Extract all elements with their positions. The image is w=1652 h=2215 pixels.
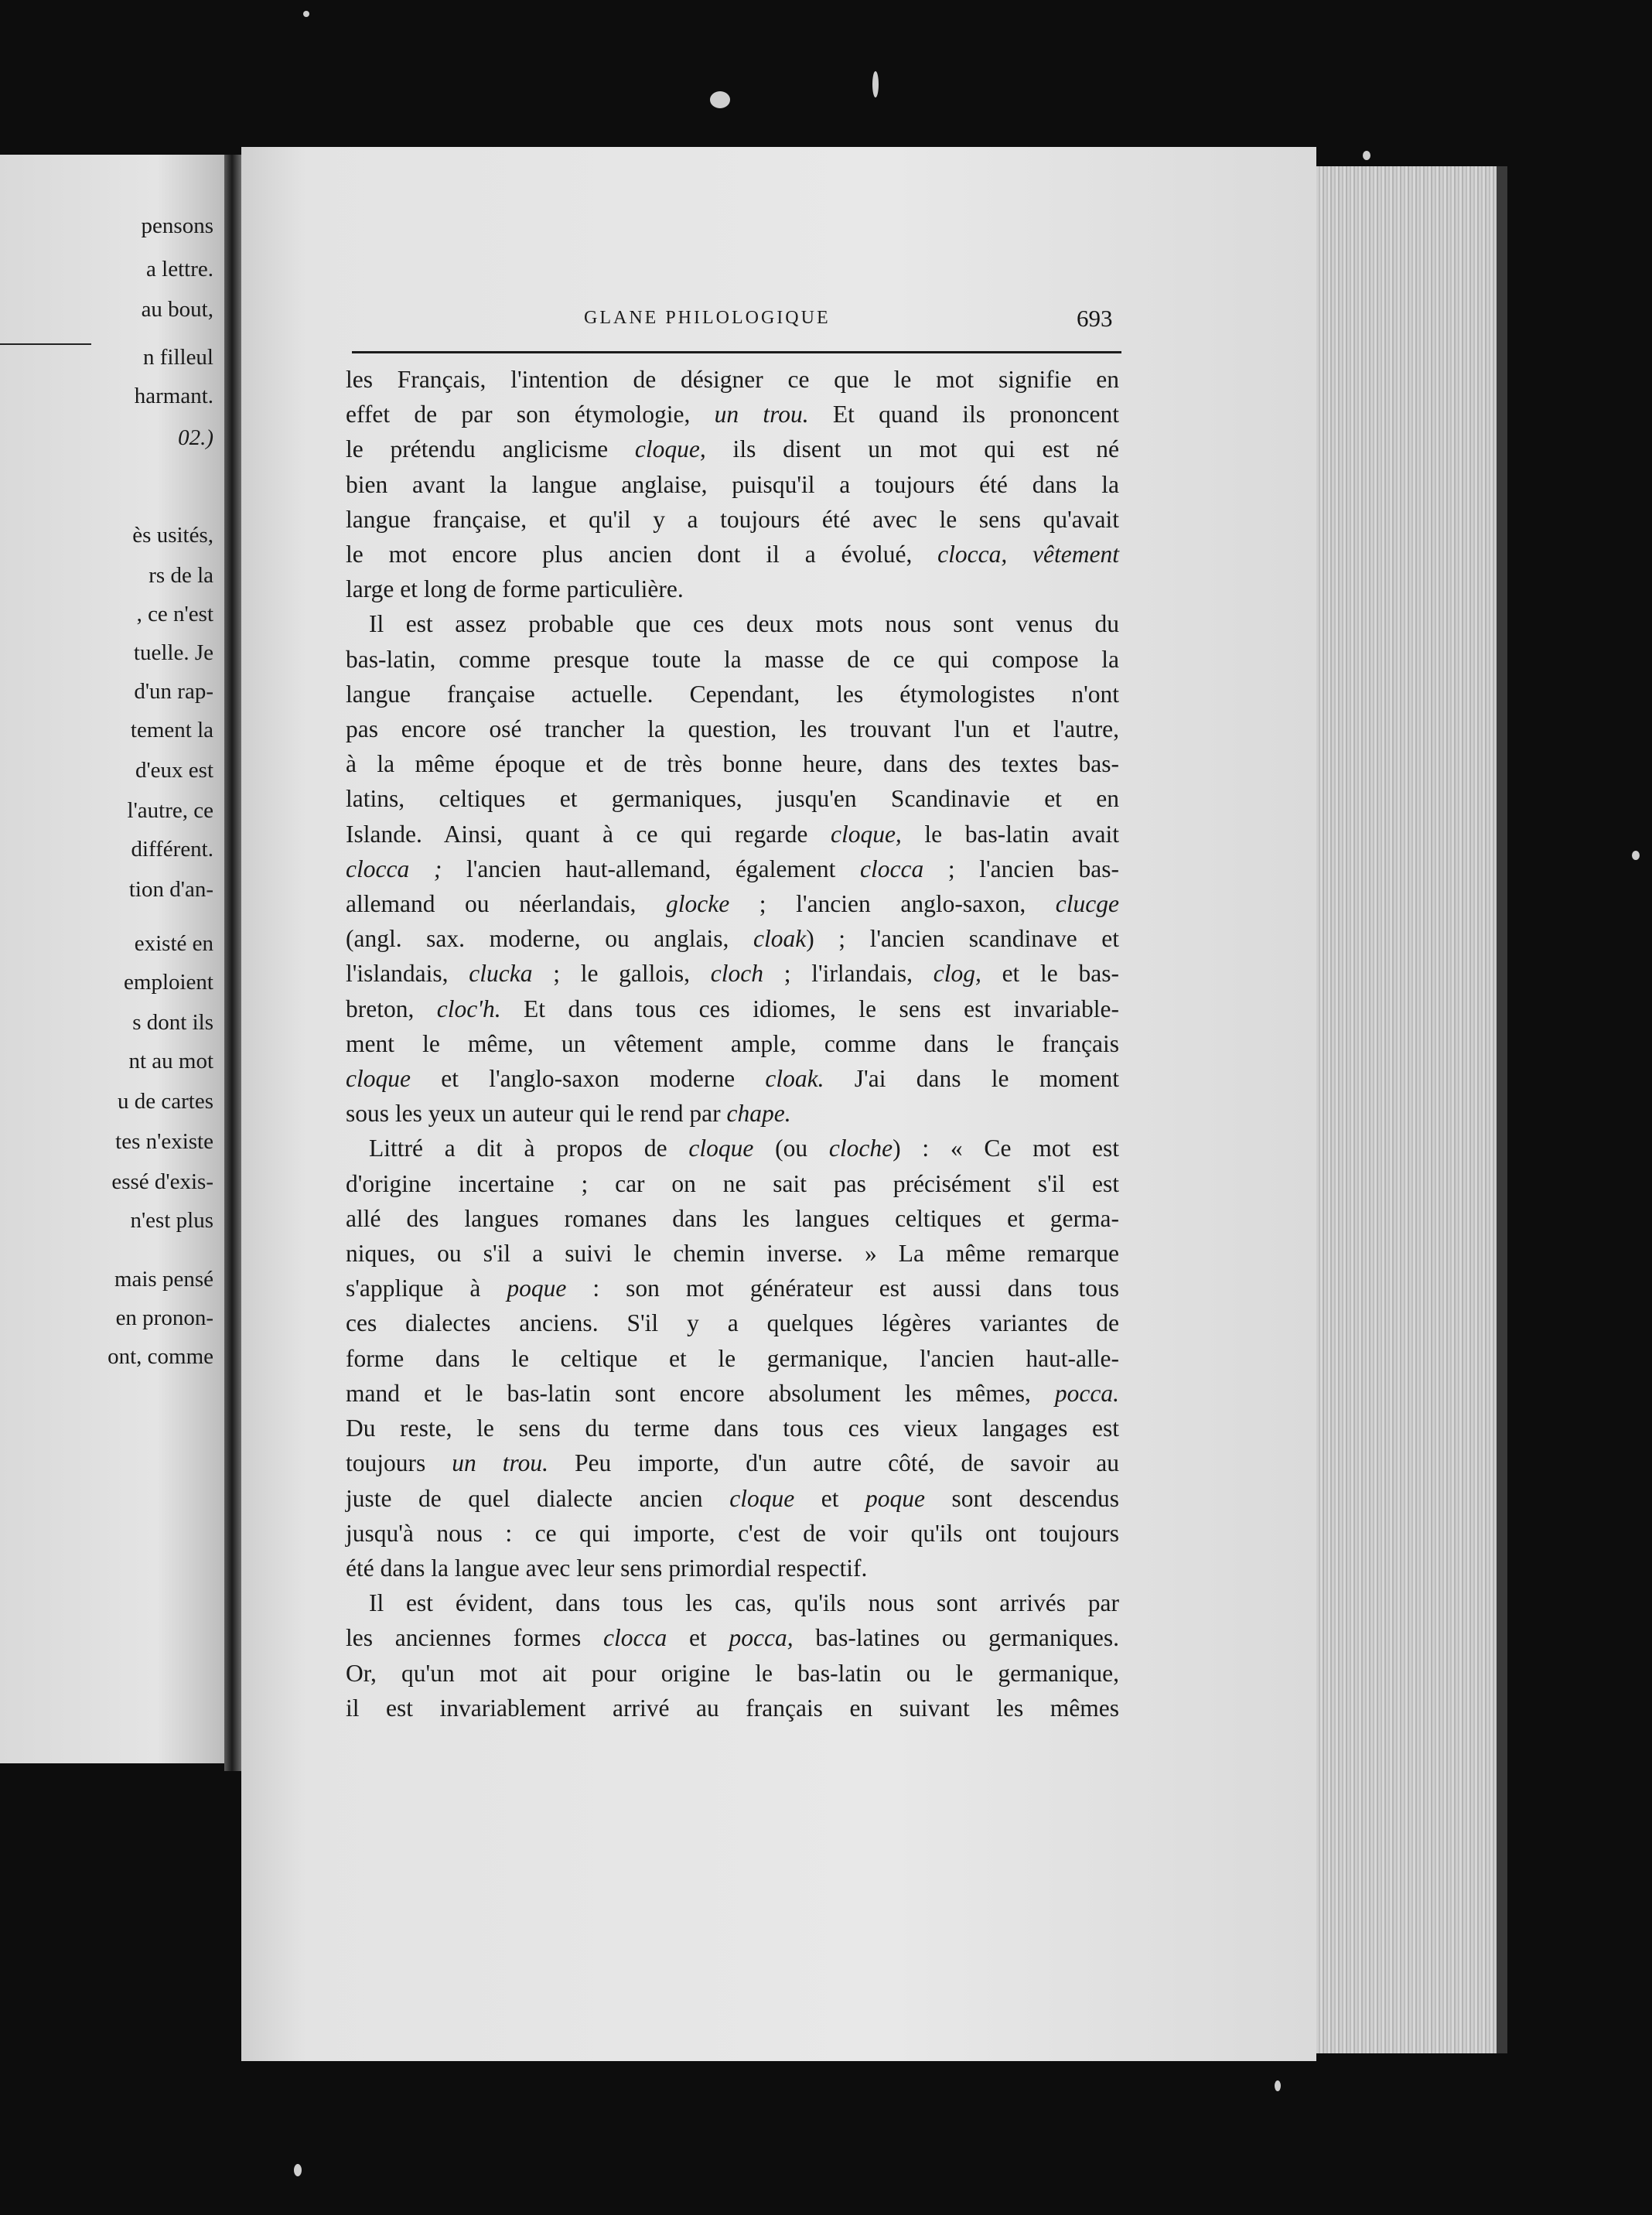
text-run: bas-latines ou germaniques. bbox=[793, 1624, 1120, 1652]
text-run: ) ; l'ancien scandinave et bbox=[806, 925, 1119, 953]
text-run: langue française actuelle. Cependant, les étymologistes n'ont bbox=[346, 680, 1119, 708]
left-page-line: en pronon- bbox=[115, 1305, 213, 1330]
italic-term: cloque, bbox=[634, 435, 706, 463]
left-page-line: emploient bbox=[124, 970, 213, 995]
text-run: ; l'irlandais, bbox=[763, 960, 934, 988]
header-rule bbox=[352, 351, 1121, 353]
left-page-line: essé d'exis- bbox=[111, 1169, 213, 1194]
text-run: Littré a dit à propos de bbox=[369, 1135, 689, 1162]
left-page-line: rs de la bbox=[148, 563, 213, 588]
italic-term: chape. bbox=[726, 1100, 791, 1128]
text-run: s'applique à bbox=[346, 1275, 507, 1302]
text-run: ment le même, un vêtement ample, comme dans le français bbox=[346, 1029, 1119, 1057]
text-run: ; l'ancien anglo-saxon, bbox=[729, 890, 1056, 918]
dust-speck bbox=[294, 2164, 302, 2176]
body-line bbox=[346, 642, 1119, 677]
italic-term: clocca, vêtement bbox=[937, 541, 1119, 568]
text-run: ) : « Ce mot est bbox=[893, 1135, 1119, 1162]
text-run: Et quand ils prononcent bbox=[808, 401, 1119, 428]
italic-term: poque bbox=[865, 1484, 925, 1512]
italic-term: glocke bbox=[666, 890, 730, 918]
body-line bbox=[346, 537, 1119, 572]
body-line bbox=[346, 781, 1119, 816]
text-run: le bas-latin avait bbox=[901, 820, 1119, 848]
left-page-line: différent. bbox=[131, 837, 213, 862]
text-run: mand et le bas-latin sont encore absolument les mêmes, bbox=[346, 1379, 1055, 1407]
body-line bbox=[346, 606, 1119, 641]
body-line bbox=[346, 502, 1119, 537]
italic-term: clog, bbox=[933, 960, 981, 988]
body-line bbox=[346, 572, 1119, 606]
left-page-line: s dont ils bbox=[132, 1010, 213, 1035]
italic-term: un trou. bbox=[452, 1449, 549, 1477]
body-line bbox=[346, 397, 1119, 432]
text-run: ils disent un mot qui est né bbox=[705, 435, 1120, 463]
italic-term: clucka bbox=[469, 960, 533, 988]
body-line bbox=[346, 362, 1119, 397]
text-run: langue française, et qu'il y a toujours été avec le sens qu'avait bbox=[346, 505, 1119, 533]
dust-speck bbox=[1275, 2080, 1281, 2091]
text-run: latins, celtiques et germaniques, jusqu'en Scandinavie et en bbox=[346, 785, 1119, 813]
italic-term: clocca bbox=[603, 1624, 667, 1652]
text-run: Islande. Ainsi, quant à ce qui regarde bbox=[346, 820, 831, 848]
left-page-line: a lettre. bbox=[146, 257, 213, 282]
italic-term: cloc'h. bbox=[436, 995, 501, 1022]
text-run: ; le gallois, bbox=[532, 960, 711, 988]
text-run: été dans la langue avec leur sens primordial respectif. bbox=[346, 1554, 868, 1582]
text-run: Or, qu'un mot ait pour origine le bas-latin ou le germanique, bbox=[346, 1659, 1119, 1687]
body-line bbox=[346, 1166, 1119, 1201]
body-line bbox=[346, 817, 1119, 852]
text-run: il est invariablement arrivé au français en suivant les mêmes bbox=[346, 1694, 1119, 1722]
text-run: pas encore osé trancher la question, les trouvant l'un et l'autre, bbox=[346, 715, 1119, 743]
text-run: niques, ou s'il a suivi le chemin inverse. » La même remarque bbox=[346, 1240, 1119, 1268]
body-line bbox=[346, 467, 1119, 502]
italic-term: cloque bbox=[346, 1065, 411, 1093]
text-run: effet de par son étymologie, bbox=[346, 401, 715, 428]
book-gutter bbox=[224, 155, 241, 1771]
italic-term: cloak. bbox=[765, 1065, 824, 1093]
text-run: breton, bbox=[346, 995, 437, 1022]
text-run: le prétendu anglicisme bbox=[346, 435, 635, 463]
dust-speck bbox=[872, 71, 879, 97]
body-line bbox=[346, 1656, 1119, 1691]
text-run: J'ai dans le moment bbox=[824, 1065, 1119, 1093]
left-page-line: 02.) bbox=[178, 425, 213, 450]
left-page-line: harmant. bbox=[134, 384, 213, 408]
body-line bbox=[346, 991, 1119, 1026]
text-run: ; l'ancien bas- bbox=[923, 855, 1119, 882]
italic-term: pocca. bbox=[1054, 1379, 1119, 1407]
text-run: sont descendus bbox=[924, 1484, 1119, 1512]
left-page-line: u de cartes bbox=[118, 1089, 213, 1114]
body-line bbox=[346, 1376, 1119, 1411]
italic-term: pocca, bbox=[729, 1624, 794, 1652]
italic-term: clocca ; bbox=[346, 855, 442, 882]
left-page-line: tes n'existe bbox=[115, 1129, 213, 1154]
body-line bbox=[346, 1305, 1119, 1340]
left-page-line: d'eux est bbox=[135, 758, 213, 783]
body-line bbox=[346, 1271, 1119, 1305]
text-run: forme dans le celtique et le germanique, l'ancien haut-alle- bbox=[346, 1344, 1119, 1372]
left-page-line: n filleul bbox=[142, 345, 213, 370]
left-page-line: n'est plus bbox=[130, 1208, 213, 1233]
italic-term: cloch bbox=[710, 960, 763, 988]
text-run: (ou bbox=[753, 1135, 829, 1162]
left-page-line: ont, comme bbox=[108, 1344, 213, 1369]
text-run: d'origine incertaine ; car on ne sait pas précisément s'il est bbox=[346, 1169, 1119, 1197]
italic-term: un trou. bbox=[714, 401, 809, 428]
body-line bbox=[346, 1551, 1119, 1585]
body-text bbox=[346, 362, 1119, 1725]
body-line bbox=[346, 1691, 1119, 1725]
text-run: Et dans tous ces idiomes, le sens est invariable- bbox=[500, 995, 1119, 1022]
text-run: (angl. sax. moderne, ou anglais, bbox=[346, 925, 753, 953]
left-page-line: tement la bbox=[130, 718, 213, 742]
body-line bbox=[346, 886, 1119, 921]
text-run: à la même époque et de très bonne heure, dans des textes bas- bbox=[346, 750, 1119, 778]
italic-term: poque bbox=[507, 1275, 567, 1302]
italic-term: cloque bbox=[729, 1484, 795, 1512]
text-run: sous les yeux un auteur qui le rend par bbox=[346, 1100, 727, 1128]
body-line bbox=[346, 677, 1119, 712]
text-run: toujours bbox=[346, 1449, 452, 1477]
italic-term: clucge bbox=[1055, 890, 1119, 918]
body-line bbox=[346, 1341, 1119, 1376]
text-run: juste de quel dialecte ancien bbox=[346, 1484, 730, 1512]
body-line bbox=[346, 746, 1119, 781]
page-block-edges bbox=[1316, 166, 1502, 2053]
italic-term: cloque, bbox=[830, 820, 902, 848]
body-line bbox=[346, 1445, 1119, 1480]
left-page-line: l'autre, ce bbox=[127, 798, 213, 823]
dust-speck bbox=[1632, 851, 1640, 860]
left-page-line: , ce n'est bbox=[136, 602, 213, 626]
text-run: les Français, l'intention de désigner ce que le mot signifie en bbox=[346, 366, 1119, 393]
italic-term: clocca bbox=[860, 855, 924, 882]
body-line bbox=[346, 712, 1119, 746]
left-page-line: pensons bbox=[141, 213, 213, 238]
italic-term: cloak bbox=[753, 925, 807, 953]
body-line bbox=[346, 1411, 1119, 1445]
page-number: 693 bbox=[1077, 305, 1113, 332]
body-line bbox=[346, 852, 1119, 886]
left-page-line: d'un rap- bbox=[134, 679, 213, 704]
body-line bbox=[346, 1516, 1119, 1551]
text-run: et l'anglo-saxon moderne bbox=[410, 1065, 766, 1093]
body-line bbox=[346, 921, 1119, 956]
italic-term: cloque bbox=[688, 1135, 754, 1162]
body-line bbox=[346, 1201, 1119, 1236]
body-line bbox=[346, 1236, 1119, 1271]
left-page-line: existé en bbox=[134, 931, 213, 956]
left-page-line: mais pensé bbox=[114, 1267, 213, 1292]
text-run: Il est assez probable que ces deux mots nous sont venus du bbox=[369, 610, 1119, 638]
body-line bbox=[346, 1481, 1119, 1516]
body-line bbox=[346, 1096, 1119, 1131]
text-run: et le bas- bbox=[981, 960, 1119, 988]
body-line bbox=[346, 956, 1119, 991]
left-page-line: au bout, bbox=[141, 297, 213, 322]
text-run: et bbox=[667, 1624, 729, 1652]
left-page-line: ès usités, bbox=[132, 523, 213, 548]
body-line bbox=[346, 1026, 1119, 1061]
text-run: Du reste, le sens du terme dans tous ces vieux langages est bbox=[346, 1415, 1119, 1442]
italic-term: cloche bbox=[828, 1135, 893, 1162]
left-page bbox=[0, 155, 224, 1763]
dust-speck bbox=[710, 91, 730, 108]
text-run: bas-latin, comme presque toute la masse de ce qui compose la bbox=[346, 645, 1119, 673]
text-run: large et long de forme particulière. bbox=[346, 575, 684, 603]
left-page-rule bbox=[0, 343, 91, 345]
dust-speck bbox=[303, 11, 309, 17]
text-run: Il est évident, dans tous les cas, qu'ils nous sont arrivés par bbox=[369, 1589, 1119, 1617]
body-line bbox=[346, 432, 1119, 466]
body-line bbox=[346, 1620, 1119, 1655]
left-page-line: nt au mot bbox=[128, 1049, 213, 1073]
text-run: l'ancien haut-allemand, également bbox=[442, 855, 860, 882]
text-run: l'islandais, bbox=[346, 960, 469, 988]
text-run: Peu importe, d'un autre côté, de savoir au bbox=[548, 1449, 1119, 1477]
text-run: allé des langues romanes dans les langues celtiques et germa- bbox=[346, 1204, 1119, 1232]
text-run: jusqu'à nous : ce qui importe, c'est de voir qu'ils ont toujours bbox=[346, 1519, 1119, 1547]
body-line bbox=[346, 1131, 1119, 1166]
page-block-shadow bbox=[1497, 166, 1507, 2053]
text-run: le mot encore plus ancien dont il a évolué, bbox=[346, 541, 938, 568]
text-run: allemand ou néerlandais, bbox=[346, 890, 667, 918]
text-run: ces dialectes anciens. S'il y a quelques légères variantes de bbox=[346, 1309, 1119, 1337]
running-head: GLANE PHILOLOGIQUE bbox=[584, 308, 831, 328]
text-run: : son mot générateur est aussi dans tous bbox=[566, 1275, 1119, 1302]
body-line bbox=[346, 1585, 1119, 1620]
text-run: bien avant la langue anglaise, puisqu'il a toujours été dans la bbox=[346, 470, 1119, 498]
body-line bbox=[346, 1061, 1119, 1096]
text-run: les anciennes formes bbox=[346, 1624, 604, 1652]
left-page-line: tion d'an- bbox=[128, 877, 213, 902]
text-run: et bbox=[794, 1484, 865, 1512]
dust-speck bbox=[1363, 151, 1370, 160]
left-page-line: tuelle. Je bbox=[133, 640, 213, 665]
